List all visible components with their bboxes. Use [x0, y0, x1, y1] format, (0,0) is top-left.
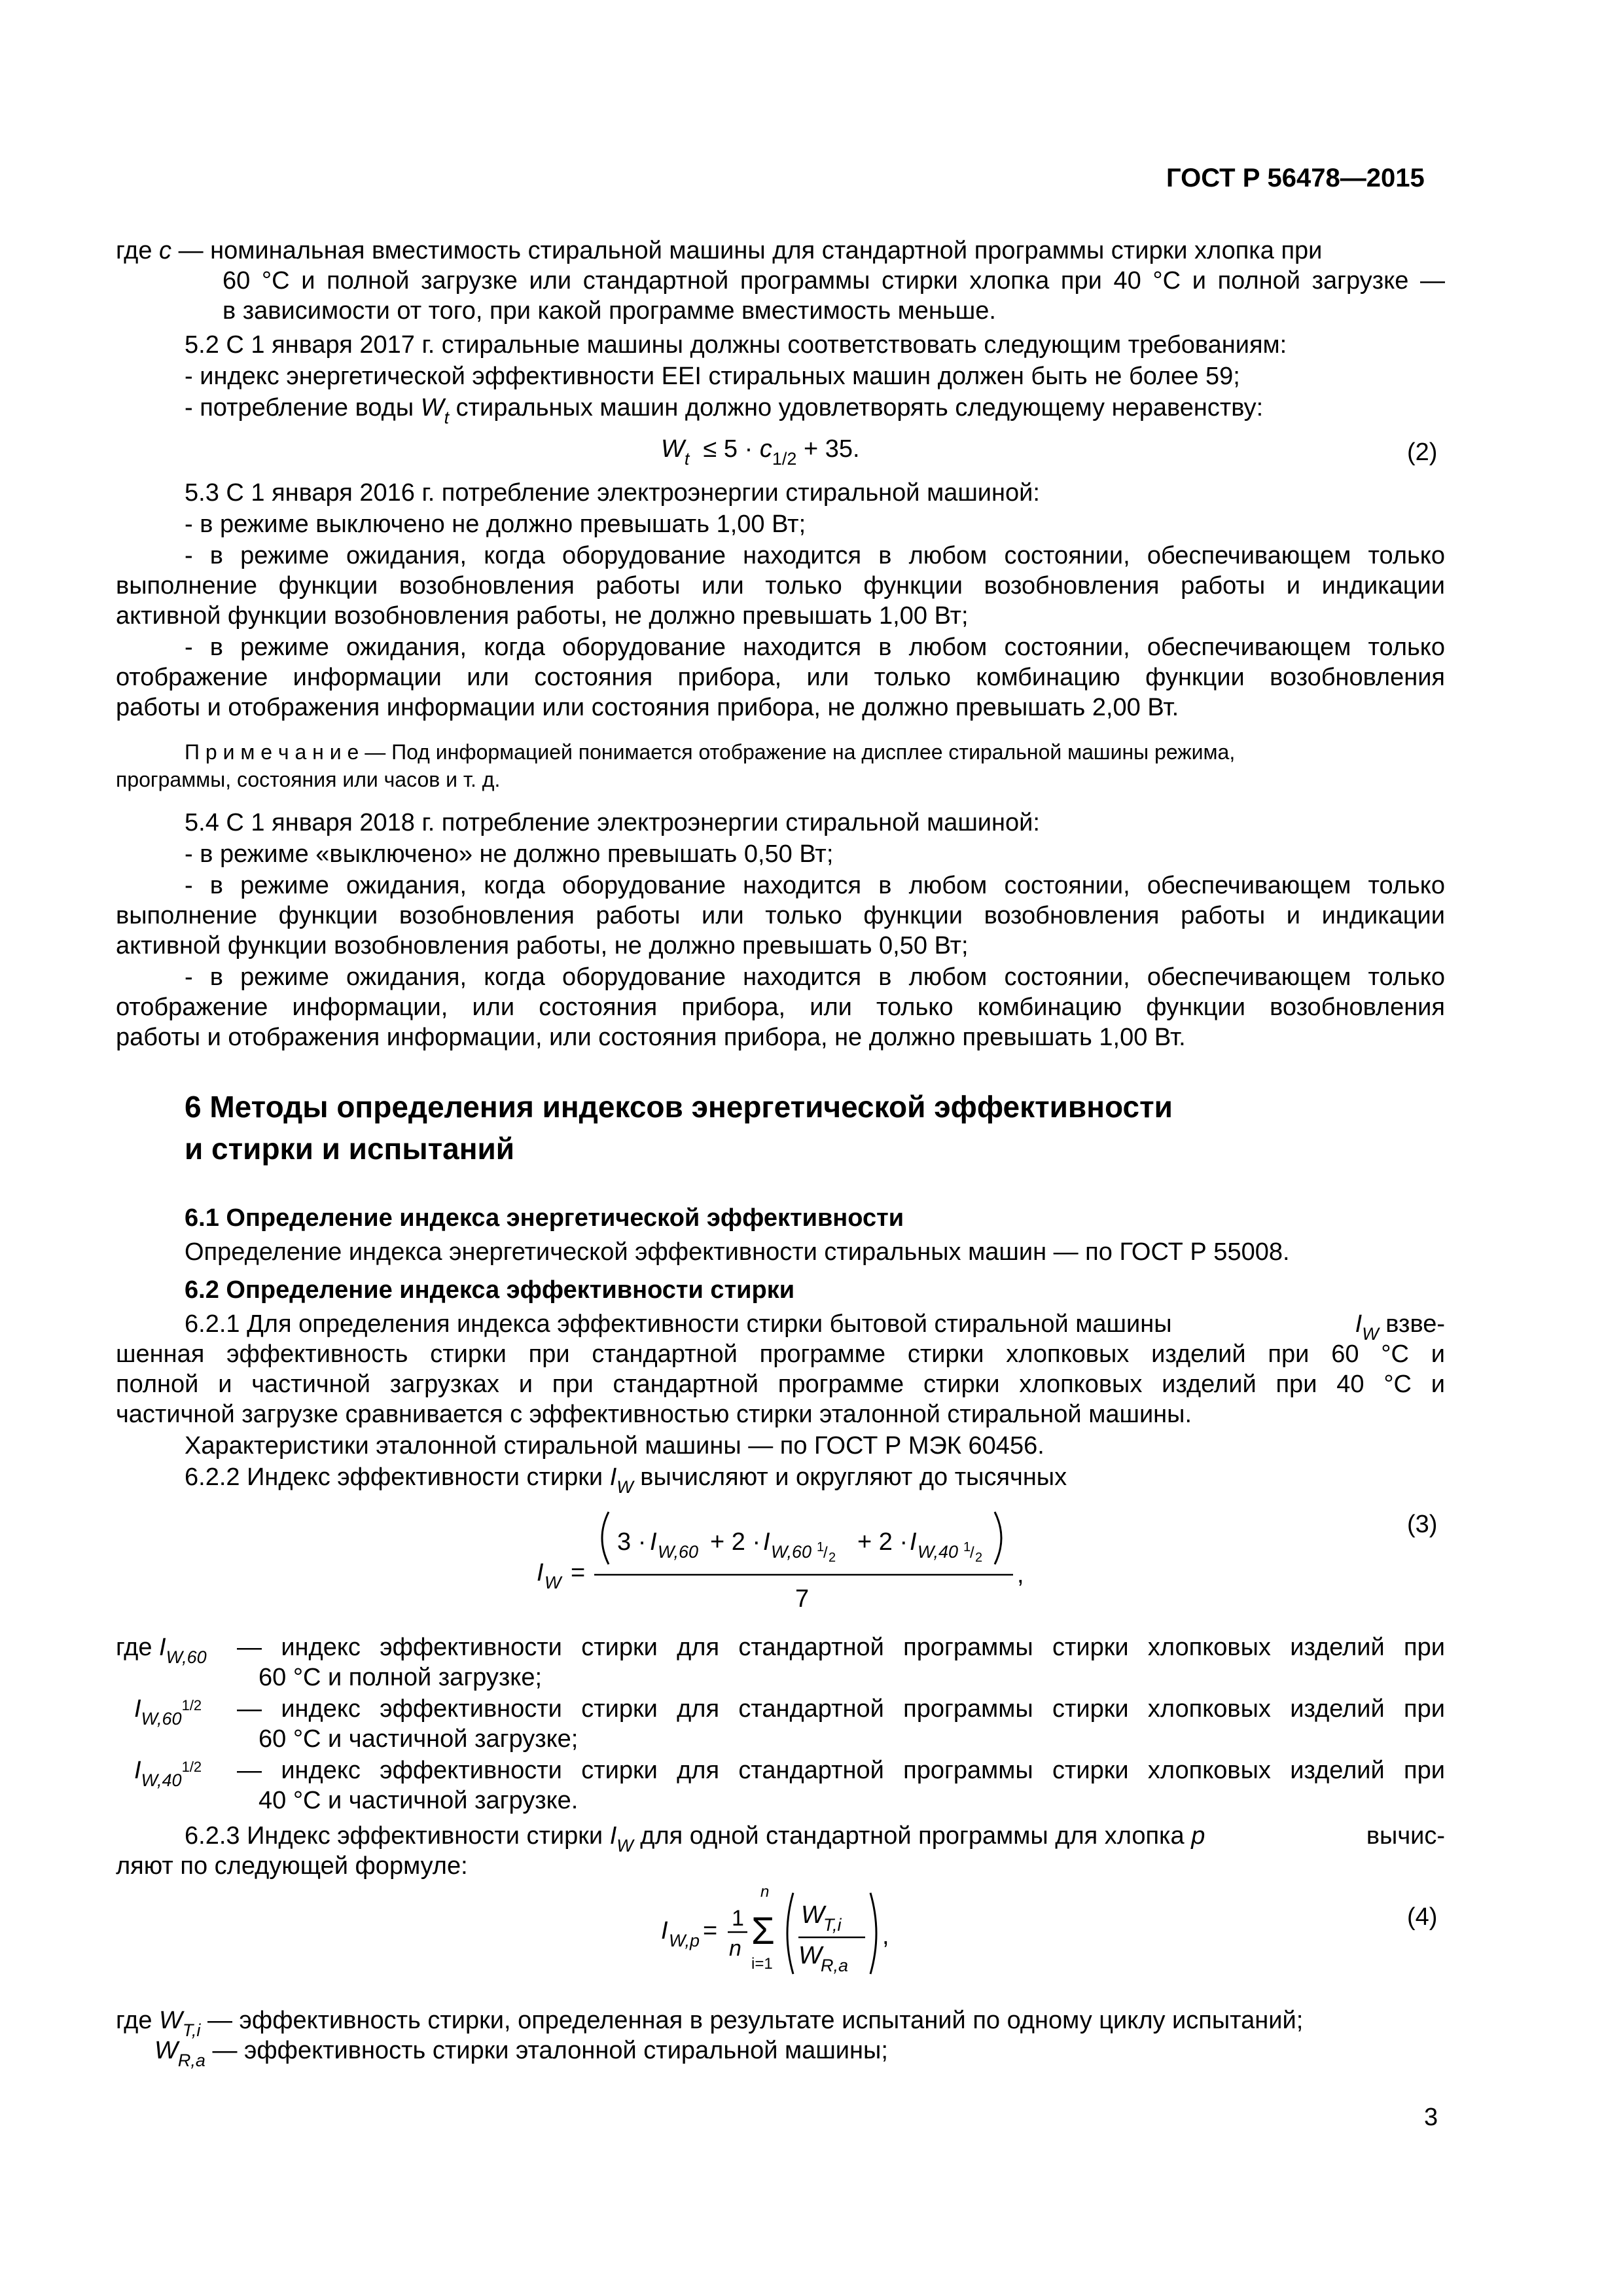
svg-text:3 ·: 3 · [617, 1528, 647, 1556]
svg-text:W: W [798, 1942, 822, 1969]
svg-text:=: = [703, 1917, 718, 1945]
s52-title: 5.2 С 1 января 2017 г. стиральные машины должны соответствовать следующим требованиям: [185, 331, 1287, 359]
s54-item-b-line3: активной функции возобновления работы, не должно превышать 0,50 Вт; [116, 932, 969, 960]
def3-iw60-text1: — индекс эффективности стирки для стандартной программы стирки хлопковых изделий при [237, 1634, 1445, 1661]
section-6-heading-line1: 6 Методы определения индексов энергетической эффективности [185, 1090, 1173, 1124]
svg-text:+ 2 ·: + 2 · [857, 1528, 908, 1556]
svg-text:I: I [910, 1528, 917, 1556]
formula-2: $W_t \le 5 \cdot c_{1/2} + 35$. [661, 435, 860, 469]
s53-item-c-line3: работы и отображения информации или состояния прибора, не должно превышать 2,00 Вт. [116, 694, 1179, 721]
def3-iw40half-text1: — индекс эффективности стирки для стандартной программы стирки хлопковых изделий при [237, 1757, 1445, 1784]
note-line1: П р и м е ч а н и е — Под информацией понимается отображение на дисплее стиральной машины режима, [185, 740, 1236, 764]
s622-line: 6.2.2 Индекс эффективности стирки $I_W$ вычисляют и округляют до тысячных [185, 1463, 1067, 1497]
def-c-line1: где c — номинальная вместимость стиральной машины для стандартной программы стирки хлопка при [116, 237, 1323, 264]
svg-text:I: I [537, 1559, 544, 1587]
standard-header: ГОСТ Р 56478—2015 [1166, 164, 1425, 192]
s52-item1: - индекс энергетической эффективности EEI стиральных машин должен быть не более 59; [185, 363, 1240, 390]
s623-line1: 6.2.3 Индекс эффективности стирки $I_W$ для одной стандартной программы для хлопка p вычис- [185, 1822, 1445, 1856]
note-line2: программы, состояния или часов и т. д. [116, 768, 501, 791]
svg-text:W: W [544, 1573, 562, 1592]
s54-item-c-line2: отображение информации, или состояния прибора, или только комбинацию функции возобновления [116, 994, 1445, 1021]
svg-text:2: 2 [829, 1551, 836, 1565]
formula-3 [510, 1499, 1060, 1636]
svg-text:i=1: i=1 [751, 1955, 773, 1973]
s54-item-b-line1: - в режиме ожидания, когда оборудование находится в любом состоянии, обеспечивающем только [185, 872, 1445, 899]
s53-item-b-line1: - в режиме ожидания, когда оборудование находится в любом состоянии, обеспечивающем только [185, 542, 1445, 569]
s54-item-b-line2: выполнение функции возобновления работы или только функции возобновления работы и индикации [116, 902, 1445, 929]
s52-item2: - потребление воды $W_t$ стиральных машин должно удовлетворять следующему неравенству: [185, 394, 1264, 427]
s54-item-c-line3: работы и отображения информации, или состояния прибора, не должно превышать 1,00 Вт. [116, 1024, 1186, 1051]
s623-line2: ляют по следующей формуле: [116, 1852, 468, 1880]
def3-iw60-line2: 60 °C и полной загрузке; [259, 1664, 543, 1691]
def4-wra: $W_{R,a}$ — эффективность стирки эталонной стиральной машины; [154, 2037, 888, 2070]
svg-text:W,60: W,60 [771, 1542, 812, 1562]
def3-iw60half-text1: — индекс эффективности стирки для стандартной программы стирки хлопковых изделий при [237, 1695, 1445, 1723]
svg-text:W,40: W,40 [918, 1542, 959, 1562]
formula-3-number: (3) [1407, 1511, 1438, 1538]
def3-iw60half-symbol: $I_{W,60}^{1/2}$ [134, 1695, 202, 1729]
svg-text:W,60: W,60 [658, 1542, 699, 1562]
svg-text:R,a: R,a [821, 1956, 849, 1975]
svg-text:/: / [823, 1544, 828, 1562]
svg-text:1: 1 [963, 1540, 971, 1554]
s621-line4: частичной загрузке сравнивается с эффективностью стирки эталонной стиральной машины. [116, 1401, 1192, 1428]
svg-text:+ 2 ·: + 2 · [710, 1528, 761, 1556]
svg-text:n: n [760, 1883, 770, 1901]
s61-heading: 6.1 Определение индекса энергетической эффективности [185, 1204, 904, 1232]
s53-item-c-line1: - в режиме ожидания, когда оборудование находится в любом состоянии, обеспечивающем только [185, 634, 1445, 661]
svg-text:/: / [970, 1544, 974, 1562]
s621-line2: шенная эффективность стирки при стандартной программе стирки хлопковых изделий при 60 °C и [116, 1340, 1445, 1368]
svg-text:,: , [1017, 1561, 1024, 1588]
s53-item-a: - в режиме выключено не должно превышать 1,00 Вт; [185, 511, 806, 538]
svg-text:2: 2 [975, 1551, 983, 1565]
s53-item-b-line2: выполнение функции возобновления работы или только функции возобновления работы и индикации [116, 572, 1445, 600]
def3-iw60half-line2: 60 °C и частичной загрузке; [259, 1725, 579, 1753]
svg-text:,: , [882, 1922, 889, 1950]
formula-4 [648, 1878, 923, 1983]
s53-item-c-line2: отображение информации или состояния прибора, или только комбинацию функции возобновления [116, 664, 1445, 691]
section-6-heading-line2: и стирки и испытаний [185, 1132, 515, 1166]
page-number: 3 [1424, 2104, 1438, 2131]
s61-text: Определение индекса энергетической эффективности стиральных машин — по ГОСТ Р 55008. [185, 1238, 1290, 1266]
svg-text:1: 1 [732, 1906, 744, 1931]
svg-text:1: 1 [817, 1540, 825, 1554]
s53-title: 5.3 С 1 января 2016 г. потребление электроэнергии стиральной машиной: [185, 479, 1040, 507]
svg-text:W,p: W,p [669, 1931, 700, 1950]
svg-text:=: = [571, 1559, 586, 1587]
def4-wti: где $W_{T,i}$ — эффективность стирки, определенная в результате испытаний по одному циклу испытаний; [116, 2007, 1304, 2040]
svg-text:7: 7 [795, 1585, 810, 1613]
s621-line5: Характеристики эталонной стиральной машины — по ГОСТ Р МЭК 60456. [185, 1432, 1044, 1460]
def3-iw60-line1: где $I_{W,60}$ [116, 1634, 207, 1667]
svg-text:n: n [729, 1936, 741, 1961]
def3-iw40half-line2: 40 °C и частичной загрузке. [259, 1787, 579, 1814]
svg-text:W: W [801, 1901, 825, 1929]
s54-item-c-line1: - в режиме ожидания, когда оборудование находится в любом состоянии, обеспечивающем только [185, 963, 1445, 991]
s621-line3: полной и частичной загрузках и при стандартной программе стирки хлопковых изделий при 40 °C и [116, 1371, 1445, 1398]
def3-iw40half-symbol: $I_{W,40}^{1/2}$ [134, 1757, 202, 1790]
formula-4-number: (4) [1407, 1903, 1438, 1931]
s62-heading: 6.2 Определение индекса эффективности стирки [185, 1276, 795, 1304]
s53-item-b-line3: активной функции возобновления работы, не должно превышать 1,00 Вт; [116, 602, 969, 630]
s54-item-a: - в режиме «выключено» не должно превышать 0,50 Вт; [185, 840, 834, 868]
def-c-line3: в зависимости от того, при какой программе вместимость меньше. [223, 297, 996, 325]
svg-text:I: I [661, 1917, 668, 1945]
s54-title: 5.4 С 1 января 2018 г. потребление электроэнергии стиральной машиной: [185, 809, 1040, 836]
formula-2-number: (2) [1407, 439, 1438, 466]
svg-text:Σ: Σ [751, 1910, 775, 1952]
s621-line1: 6.2.1 Для определения индекса эффективности стирки бытовой стиральной машины $I_W$ взве- [185, 1310, 1445, 1344]
svg-text:I: I [763, 1528, 770, 1556]
def-c-line2: 60 °C и полной загрузке или стандартной программы стирки хлопка при 40 °C и полной загрузке — [223, 267, 1445, 295]
svg-text:T,i: T,i [823, 1915, 842, 1935]
svg-text:I: I [650, 1528, 657, 1556]
